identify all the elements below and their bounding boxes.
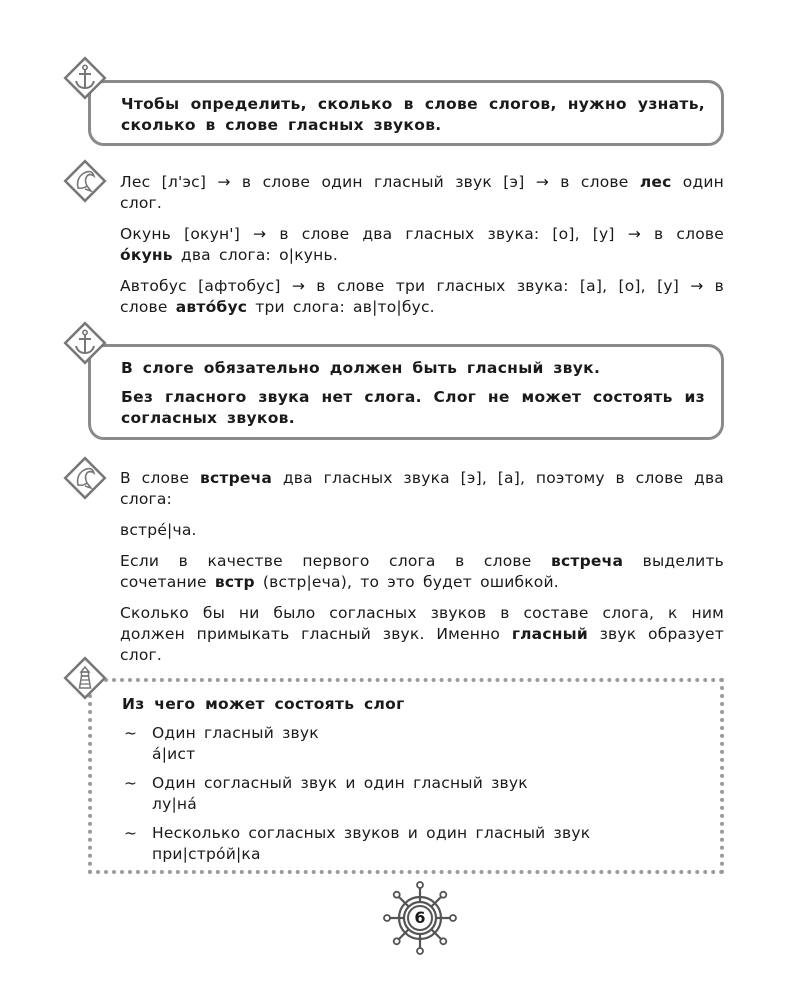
rule-2-line-2: Без гласного звука нет слога. Слог не может состоять из согласных звуков. [121,388,705,427]
text-span: два слога: о|кунь. [172,246,338,264]
list-item-label: Несколько согласных звуков и один гласный звук [152,824,591,842]
example-1-line-1 [120,172,724,214]
keyword: встреча [200,469,273,487]
list-marker: ~ [124,824,137,842]
list-item-example: á|ист [152,745,196,763]
text-span: один слог. [120,173,724,212]
lighthouse-icon [62,655,108,701]
anchor-icon [62,55,108,101]
example-1-line-3 [120,276,724,318]
list-item-label: Один согласный звук и один гласный звук [152,774,528,792]
info-list [122,723,704,865]
example-2-line-4 [120,603,724,666]
example-1-line-2 [120,224,724,266]
text-span: Если в качестве первого слога в слове [120,552,552,570]
rule-2-line-1: В слоге обязательно должен быть гласный звук. [121,359,601,377]
keyword: автóбус [175,298,248,316]
text-span: (встр|еча), то это будет ошибкой. [254,573,559,591]
text-span: Сколько бы ни было согласных звуков в составе слога, к ним должен примыкать гласный звук. Именно [120,604,724,643]
page-number: 6 [414,908,426,927]
text-span: два гласных звука [э], [а], поэтому в слове два слога: [120,469,725,508]
example-2-line-2: встрé|ча. [120,521,197,539]
example-1 [120,172,724,318]
info-title: Из чего может состоять слог [122,695,405,713]
list-item [122,723,704,765]
list-marker: ~ [124,724,137,742]
text-span: звук образует слог. [120,625,724,664]
example-2-line-1 [120,468,724,510]
keyword: óкунь [120,246,173,264]
dolphin-icon [62,455,108,501]
page-number-badge [382,880,458,956]
keyword: лес [639,173,672,191]
rule-box-2 [88,344,724,440]
keyword: гласный [511,625,588,643]
list-marker: ~ [124,774,137,792]
list-item [122,823,704,865]
keyword: встреча [551,552,624,570]
list-item [122,773,704,815]
list-item-example: лу|нá [152,795,197,813]
text-span: выделить сочетание [120,552,725,591]
keyword: встр [214,573,255,591]
text-span: Окунь [окун'] → в слове два гласных звука: [о], [у] → в слове [120,225,724,243]
dolphin-icon [62,158,108,204]
info-box [88,678,724,874]
text-span: В слове [120,469,200,487]
example-2 [120,468,724,666]
rule-box-1 [88,80,724,146]
anchor-icon [62,320,108,366]
text-span: Автобус [афтобус] → в слове три гласных звука: [а], [о], [у] → в слове [120,277,724,316]
rule-1-text: Чтобы определить, сколько в слове слогов, нужно узнать, сколько в слове гласных звуков. [121,95,705,134]
list-item-example: при|стрóй|ка [152,845,261,863]
text-span: Лес [л'эс] → в слове один гласный звук [э] → в слове [120,173,640,191]
list-item-label: Один гласный звук [152,724,319,742]
example-2-line-3 [120,551,724,593]
text-span: три слога: ав|то|бус. [247,298,435,316]
